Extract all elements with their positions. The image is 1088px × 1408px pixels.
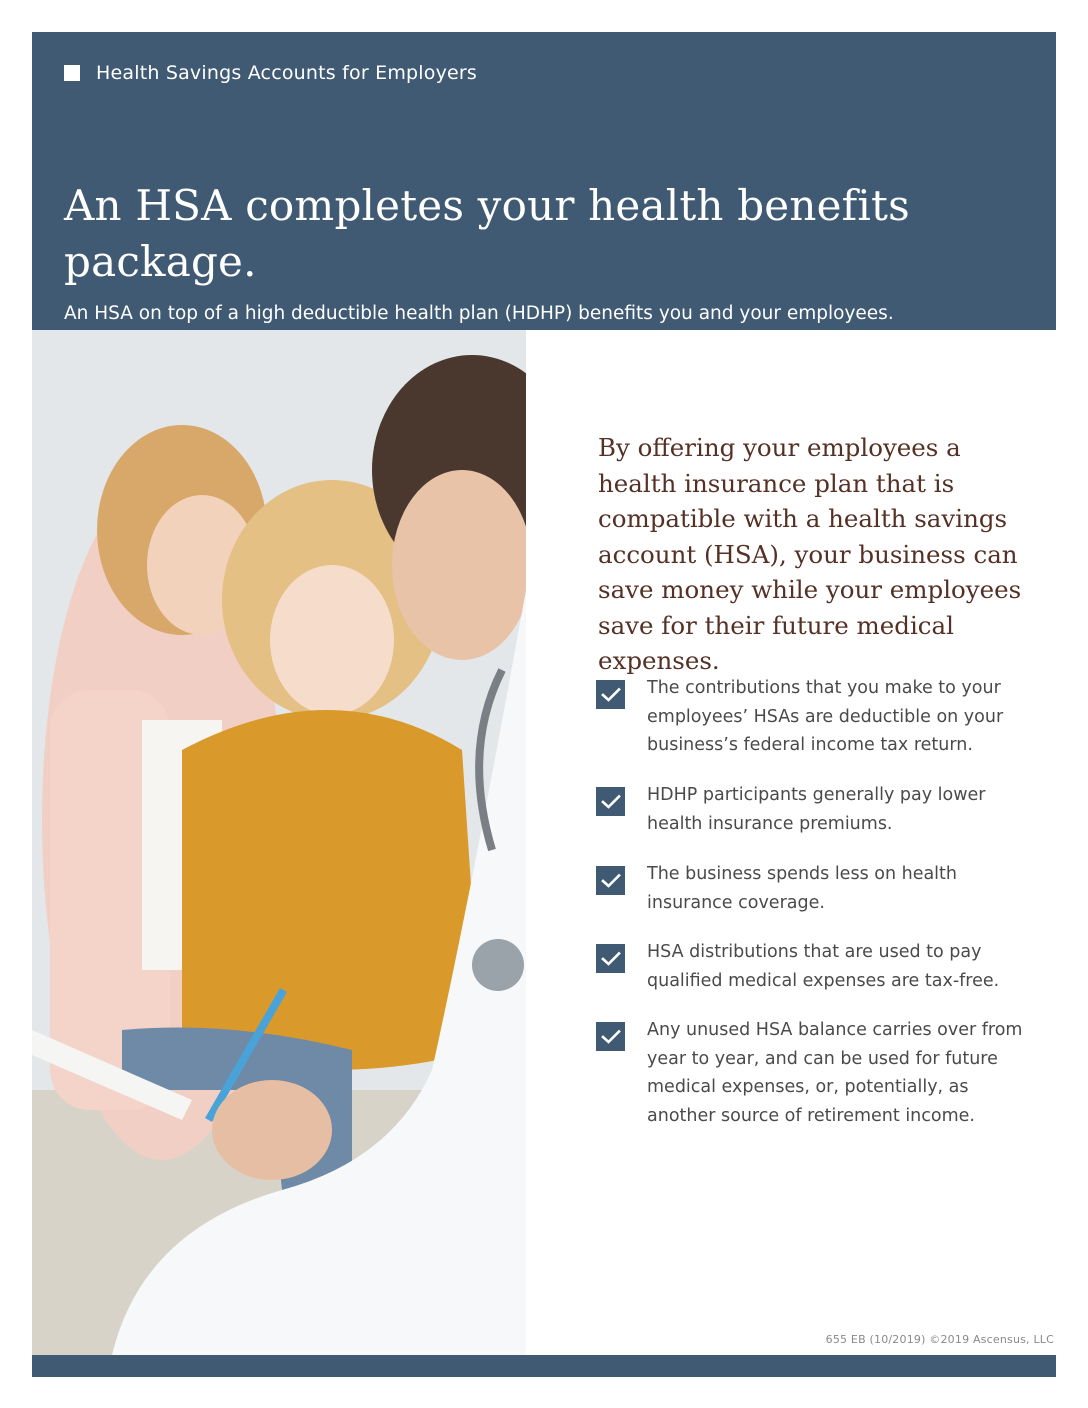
intro-paragraph: By offering your employees a health insurance plan that is compatible with a health savings account (HSA), your business can save money while your employees save for their future medical expenses.	[598, 433, 1022, 675]
footer-band	[32, 1355, 1056, 1377]
benefit-text: HSA distributions that are used to pay qualified medical expenses are tax-free.	[647, 942, 1000, 991]
benefit-text: The business spends less on health insurance coverage.	[647, 864, 958, 913]
family-doctor-photo	[32, 330, 526, 1355]
page-title: An HSA completes your health benefits package.	[64, 181, 910, 286]
checkbox-checked-icon	[596, 680, 625, 709]
benefit-text: Any unused HSA balance carries over from year to year, and can be used for future medical expenses, or, potentially, as another source of retirement income.	[647, 1020, 1023, 1126]
kicker	[64, 60, 477, 86]
benefit-text: The contributions that you make to your employees’ HSAs are deductible on your business’s federal income tax return.	[647, 678, 1004, 755]
square-bullet-icon	[64, 65, 80, 81]
checkbox-checked-icon	[596, 944, 625, 973]
checkbox-checked-icon	[596, 866, 625, 895]
kicker-text: Health Savings Accounts for Employers	[96, 62, 478, 84]
checkbox-checked-icon	[596, 1022, 625, 1051]
header-band	[32, 32, 1056, 330]
checkbox-checked-icon	[596, 787, 625, 816]
benefit-text: HDHP participants generally pay lower health insurance premiums.	[647, 785, 986, 834]
document-code: 655 EB (10/2019) ©2019 Ascensus, LLC	[825, 1333, 1054, 1346]
page-subtitle: An HSA on top of a high deductible health plan (HDHP) benefits you and your employees.	[64, 303, 894, 324]
